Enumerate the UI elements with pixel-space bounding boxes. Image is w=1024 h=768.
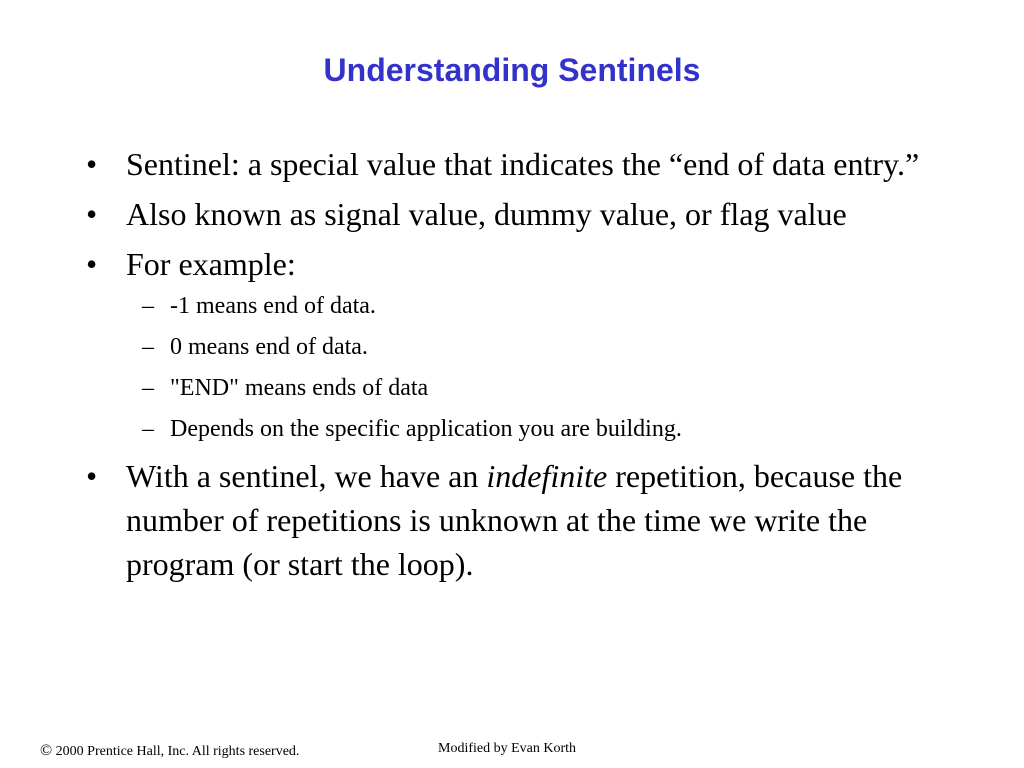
bullet-item-for-example [84,242,944,445]
bullet-marker: • [86,246,98,282]
sub-bullet-marker: – [142,375,154,401]
emphasized-term: indefinite [486,458,608,494]
bullet-text: Also known as signal value, dummy value, or flag value [126,196,847,232]
sub-bullet-text: "END" means ends of data [170,375,429,401]
bullet-item-also-known-as [84,192,944,236]
sub-bullet-marker: – [142,334,154,360]
bullet-marker: • [86,146,98,182]
sub-bullet-item [126,331,944,363]
sub-bullet-text: -1 means end of data. [170,293,376,319]
copyright-text: 2000 Prentice Hall, Inc. All rights reserved. [52,744,300,759]
bullet-item-sentinel-definition [84,142,944,186]
bullet-text: For example: [126,246,296,282]
bullet-marker: • [86,458,98,494]
example-sub-list [126,290,944,445]
sub-bullet-item [126,372,944,404]
footer-modified-by: Modified by Evan Korth [438,741,577,756]
sub-bullet-marker: – [142,416,154,442]
bullet-text-before: With a sentinel, we have an [126,458,487,494]
copyright-symbol: © [40,742,53,759]
bullet-list [84,142,944,592]
sub-bullet-marker: – [142,293,154,319]
slide-title: Understanding Sentinels [323,52,701,88]
bullet-item-indefinite-repetition [84,454,944,586]
sub-bullet-item [126,290,944,322]
bullet-marker: • [86,196,98,232]
sub-bullet-item [126,413,944,445]
sub-bullet-text: 0 means end of data. [170,334,368,360]
sub-bullet-text: Depends on the specific application you are building. [170,416,682,442]
footer-copyright [40,742,299,761]
bullet-text: Sentinel: a special value that indicates the “end of data entry.” [126,146,920,182]
bullet-text-after: repetition, because the number of repetitions is unknown at the time we write the program (or start the loop). [126,458,903,582]
